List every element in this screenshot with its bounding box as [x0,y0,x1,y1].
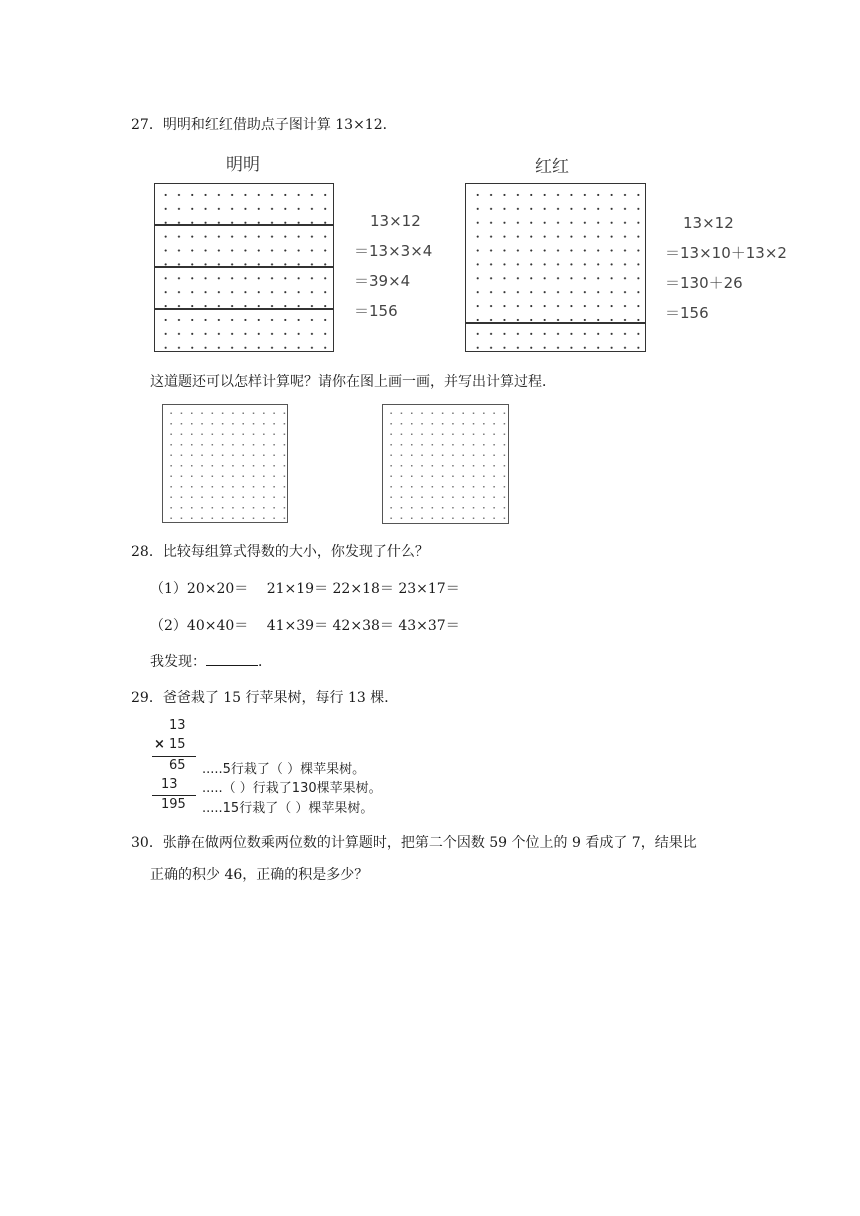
mingming-dot-grid [154,183,334,352]
partial-product-2-note: .....（ ）行栽了130棵苹果树。 [202,781,382,796]
mingming-label: 明明 [226,155,260,175]
total-product: 195 [161,797,186,812]
q30-line-1: 30．张静在做两位数乘两位数的计算题时，把第二个因数 59 个位上的 9 看成了 7，结果比 [131,835,697,851]
mingming-eq-4: ＝156 [354,302,398,320]
honghong-label: 红红 [535,157,569,177]
multiplication-line-2 [152,795,196,796]
honghong-eq-1: 13×12 [683,214,734,232]
multiplier: 15 [169,737,186,752]
partial-product-1: 65 [169,758,186,773]
q28-title: 28．比较每组算式得数的大小，你发现了什么？ [131,544,429,560]
honghong-eq-4: ＝156 [665,304,709,322]
mingming-calculation [354,206,432,326]
mingming-eq-2: ＝13×3×4 [354,242,433,260]
q29-title: 29．爸爸栽了 15 行苹果树，每行 13 棵． [131,690,399,706]
q27-prompt: 这道题还可以怎样计算呢？请你在图上画一画，并写出计算过程． [150,374,556,390]
q30-line-2: 正确的积少 46，正确的积是多少？ [150,867,369,883]
honghong-calculation [665,208,787,328]
finding-label: 我发现： [150,654,206,670]
mingming-divider-2 [154,266,334,268]
mingming-divider-3 [154,308,334,310]
drawing-dot-grid-right[interactable] [382,404,509,524]
finding-end: ． [258,654,272,670]
partial-product-2: 13 [161,777,178,792]
honghong-eq-2: ＝13×10＋13×2 [665,244,787,262]
mingming-divider-1 [154,224,334,226]
total-product-note: .....15行栽了（ ）棵苹果树。 [202,801,374,816]
honghong-eq-3: ＝130＋26 [665,274,743,292]
mingming-eq-3: ＝39×4 [354,272,411,290]
q28-row-2: （2）40×40＝ 41×39＝ 42×38＝ 43×37＝ [150,618,460,634]
multiplication-line-1 [152,756,196,757]
drawing-dot-grid-left[interactable] [162,404,288,523]
q28-row-1: （1）20×20＝ 21×19＝ 22×18＝ 23×17＝ [150,581,460,597]
mingming-eq-1: 13×12 [370,212,421,230]
q28-finding [150,651,272,671]
multiplicand: 13 [169,718,186,733]
honghong-dot-grid [465,183,646,352]
multiply-sign: × [154,737,165,752]
honghong-divider [465,322,646,324]
partial-product-1-note: .....5行栽了（ ）棵苹果树。 [202,762,366,777]
q27-title: 27．明明和红红借助点子图计算 13×12． [131,117,397,133]
finding-blank[interactable] [206,653,258,666]
